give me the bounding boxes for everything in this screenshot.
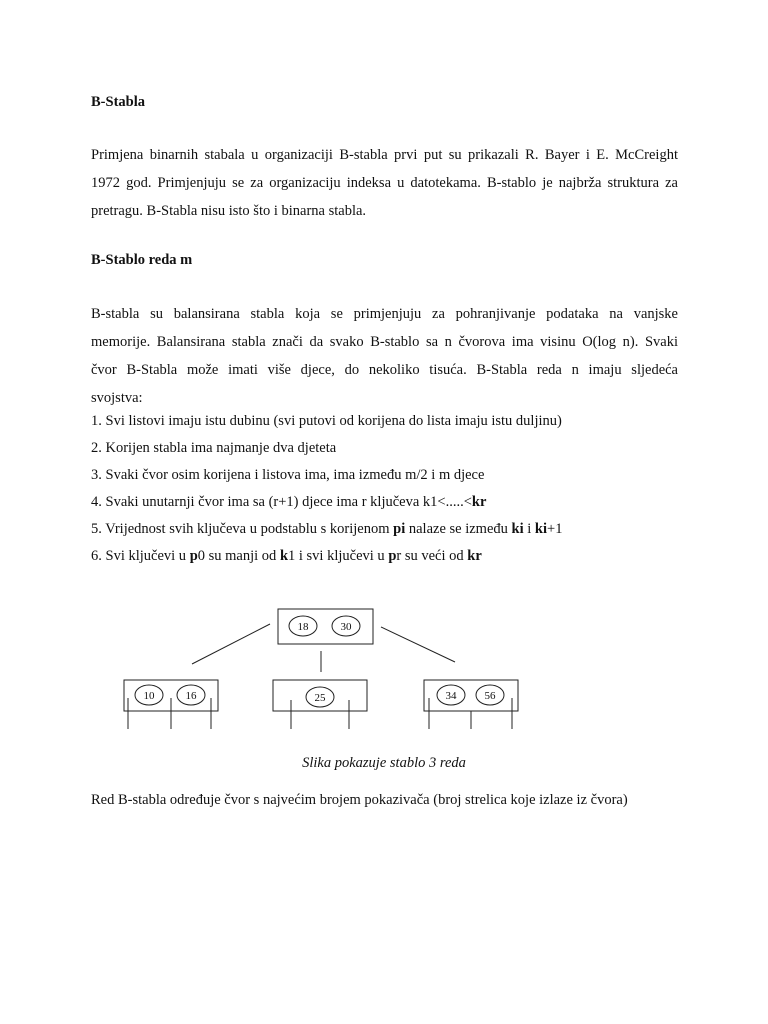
heading-b-stabla: B-Stabla (91, 94, 145, 110)
intro-line: Primjena binarnih stabala u organizaciji B-stabla prvi put su prikazali R. Bayer i E. McCreight (91, 147, 678, 163)
property-3: 3. Svaki čvor osim korijena i listova ima, ima između m/2 i m djece (91, 467, 485, 483)
property-4: 4. Svaki unutarnji čvor ima sa (r+1) djece ima r ključeva k1<.....<kr (91, 494, 487, 510)
left-key: 10 (143, 690, 155, 702)
definition-line: svojstva: (91, 390, 143, 406)
property-1: 1. Svi listovi imaju istu dubinu (svi putovi od korijena do lista imaju istu duljinu) (91, 413, 562, 429)
right-key: 34 (445, 690, 457, 702)
definition-line: B-stabla su balansirana stabla koja se primjenjuju za pohranjivanje podataka na vanjske (91, 306, 678, 322)
definition-line: čvor B-Stabla može imati više djece, do nekoliko tisuća. B-Stabla reda n imaju sljedeća (91, 362, 678, 378)
heading-b-stablo-reda-m: B-Stablo reda m (91, 252, 193, 268)
footer-sentence: Red B-stabla određuje čvor s najvećim brojem pokazivača (broj strelica koje izlaze iz čvora) (91, 792, 628, 808)
root-key: 18 (297, 621, 309, 633)
property-2: 2. Korijen stabla ima najmanje dva djeteta (91, 440, 337, 456)
figure-caption: Slika pokazuje stablo 3 reda (302, 755, 466, 771)
pointer-line (381, 627, 455, 662)
root-node (278, 609, 373, 644)
intro-line: pretragu. B-Stabla nisu isto što i binarna stabla. (91, 203, 367, 219)
middle-key: 25 (314, 692, 326, 704)
property-5: 5. Vrijednost svih ključeva u podstablu s korijenom pi nalaze se između ki i ki+1 (91, 521, 563, 537)
root-key: 30 (340, 621, 352, 633)
property-6: 6. Svi ključevi u p0 su manji od k1 i svi ključevi u pr su veći od kr (91, 548, 482, 564)
left-key: 16 (185, 690, 197, 702)
right-key: 56 (484, 690, 496, 702)
intro-line: 1972 god. Primjenjuju se za organizaciju indeksa u datotekama. B-stablo je najbrža struktura za (91, 175, 678, 191)
pointer-line (192, 624, 270, 664)
definition-line: memorije. Balansirana stabla znači da svako B-stablo sa n čvorova ima visinu O(log n). Svaki (91, 334, 678, 350)
